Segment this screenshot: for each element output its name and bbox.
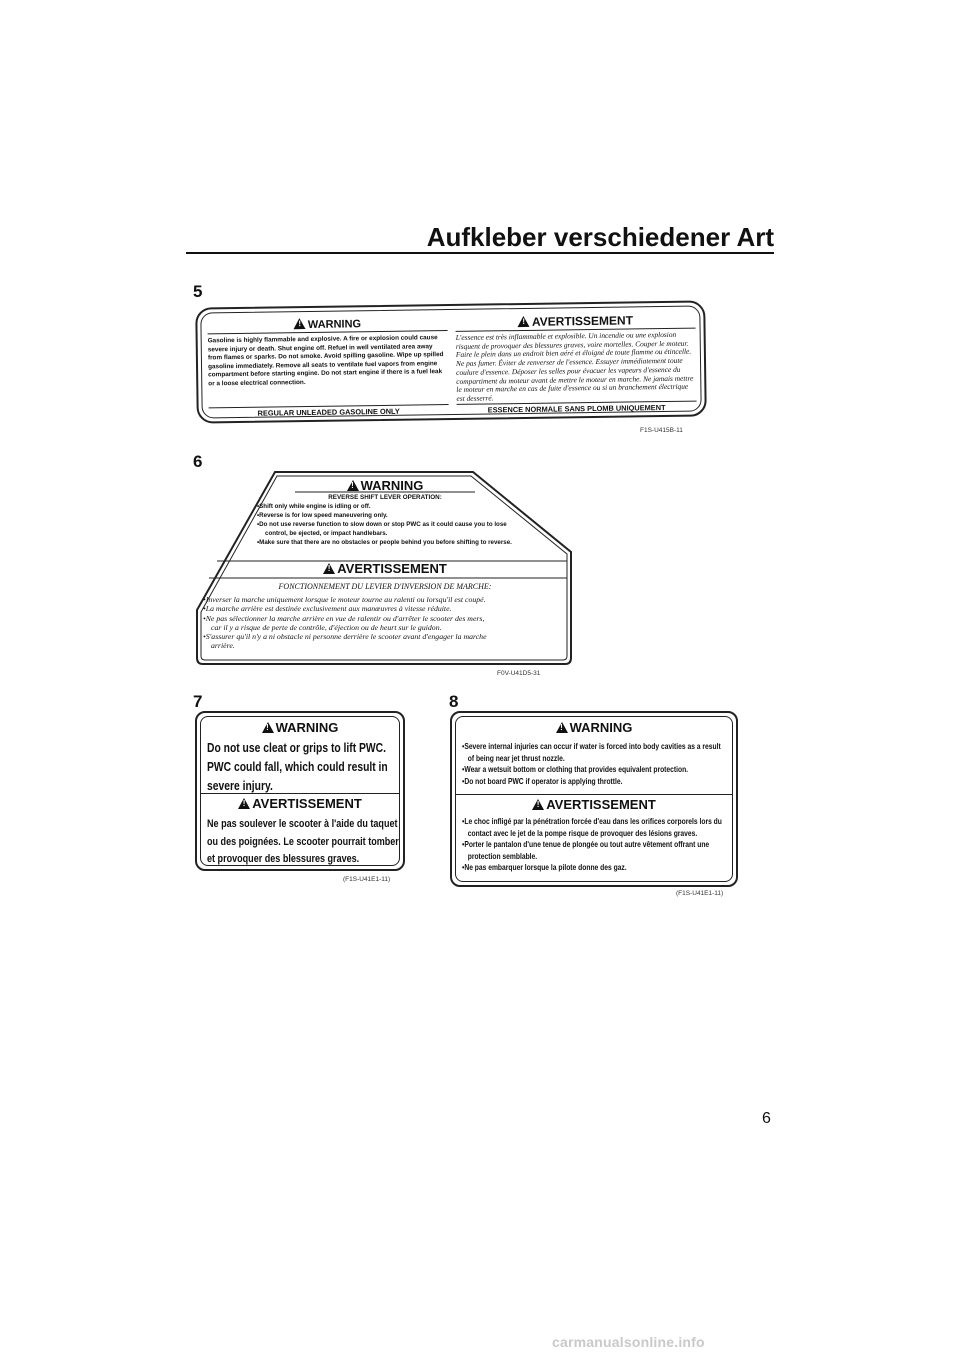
label-7-code: (F1S-U41E1-11) (343, 876, 391, 883)
list-item: control, be ejected, or impact handlebars. (265, 529, 388, 537)
label-8-warning-heading (458, 720, 730, 735)
watermark: carmanualsonline.info (552, 1334, 705, 1350)
label-5-warning-text: Gasoline is highly flammable and explosive. A fire or explosion could cause severe injury or death. Shut engine off. Refuel in well ventilated area away from flames or sparks. Do not smoke. Avoid spilling gasoline. Wipe up spilled gasoline immediately. Remove all seats to ventilate fuel vapors from engine compartment before starting engine. Do not start engine if there is a fuel leak or a loose electrical connection. (207, 334, 444, 388)
list-item: •Do not use reverse function to slow down or stop PWC as it could cause you to lose (257, 520, 507, 528)
label-6-warning-list (257, 503, 517, 548)
list-item: arrière. (211, 641, 235, 651)
label-6-avertissement-list (203, 595, 565, 651)
warning-triangle-icon (347, 480, 359, 491)
label-5-avertissement-column (455, 313, 696, 404)
warning-triangle-icon (262, 722, 274, 733)
label-7-warning-title: WARNING (275, 720, 339, 735)
text-line: contact avec le jet de la pompe risque de provoquer des lésions graves. (467, 828, 698, 838)
text-line: ou des poignées. Le scooter pourrait tomber (207, 835, 399, 848)
label-6-warning-heading (305, 478, 465, 493)
label-8 (450, 711, 738, 887)
figure-number-6: 6 (193, 452, 203, 471)
figure-number-5: 5 (193, 282, 203, 301)
label-7-avertissement-heading (203, 796, 397, 811)
text-line: •Severe internal injuries can occur if water is forced into body cavities as a result (462, 742, 721, 751)
label-8-code: (F1S-U41E1-11) (676, 890, 724, 897)
label-6-code: F0V-U41D5-31 (497, 670, 541, 677)
label-5-avertissement-heading (455, 313, 695, 332)
list-item: •Shift only while engine is idling or off. (257, 503, 371, 510)
label-8-warning-title: WARNING (569, 720, 633, 735)
label-7 (195, 711, 405, 871)
label-5-code: F1S-U415B-11 (640, 427, 683, 434)
text-line: •Le choc infligé par la pénétration forcée d'eau dans les orifices corporels lors du (462, 817, 722, 826)
text-line: •Porter le pantalon d'une tenue de plongée ou tout autre vêtement offrant une (462, 840, 710, 850)
warning-triangle-icon (323, 563, 335, 574)
warning-triangle-icon (238, 798, 250, 809)
label-7-divider (200, 793, 400, 794)
label-5-warning-heading (207, 316, 447, 334)
label-7-avertissement-title: AVERTISSEMENT (252, 796, 362, 811)
list-item: •La marche arrière est destinée exclusivement aux manœuvres à vitesse réduite. (203, 604, 452, 614)
page-title: Aufkleber verschiedener Art (426, 222, 774, 252)
label-8-warning-text (462, 741, 733, 787)
label-7-warning-text (207, 739, 396, 796)
text-line: •Wear a wetsuit bottom or clothing that provides equivalent protection. (462, 765, 689, 774)
label-6-warning-title: WARNING (360, 478, 424, 493)
figure-number-8: 8 (449, 692, 459, 711)
list-item: •Reverse is for low speed maneuvering only. (257, 511, 388, 519)
label-5-warning-column (207, 316, 448, 389)
label-6 (195, 470, 573, 666)
figure-number-7: 7 (193, 692, 203, 711)
list-item: car il y a risque de perte de contrôle, d'éjection ou de heurt sur le guidon. (211, 622, 442, 632)
text-line: Do not use cleat or grips to lift PWC. (207, 741, 387, 755)
warning-triangle-icon (556, 722, 568, 733)
text-line: PWC could fall, which could result in (207, 760, 388, 774)
label-7-warning-heading (203, 720, 397, 735)
label-6-avertissement-title: AVERTISSEMENT (337, 561, 447, 576)
label-7-avertissement-text (207, 816, 399, 869)
text-line: severe injury. (207, 779, 273, 793)
text-line: •Do not board PWC if operator is applying throttle. (462, 776, 623, 786)
label-5-footer-en: REGULAR UNLEADED GASOLINE ONLY (209, 404, 449, 418)
title-rule (186, 252, 774, 254)
label-5-warning-title: WARNING (307, 318, 362, 331)
label-6-avertissement-heading (209, 561, 561, 576)
label-5 (195, 300, 707, 423)
label-6-avertissement-subtitle: FONCTIONNEMENT DU LEVIER D'INVERSION DE MARCHE: (278, 582, 492, 591)
label-8-avertissement-heading (458, 797, 730, 812)
label-5-avertissement-text: L'essence est très inflammable et explosible. Un incendie ou une explosion risquent de provoquer des blessures graves, voire mortelles. Couper le moteur. Faire le plein dans un endroit bien aéré et éloigné de toute flamme ou étincelle. Ne pas fumer. Éviter de renverser de l'essence. Essuyer immédiatement toute coulure d'essence. Déposer les selles pour évacuer les vapeurs d'essence du compartiment du moteur avant de mettre le moteur en marche. Ne jamais mettre le moteur en marche en cas de fuite d'essence ou si un branchement électrique est desserré. (455, 329, 694, 403)
text-line: Ne pas soulever le scooter à l'aide du taquet (207, 818, 398, 830)
text-line: et provoquer des blessures graves. (207, 853, 360, 865)
label-5-avertissement-title: AVERTISSEMENT (531, 313, 634, 329)
label-8-avertissement-title: AVERTISSEMENT (546, 797, 656, 812)
list-item: •Ne pas sélectionner la marche arrière en vue de ralentir ou d'arrêter le scooter des mers, (203, 613, 485, 623)
label-5-footer-fr: ESSENCE NORMALE SANS PLOMB UNIQUEMENT (457, 401, 697, 415)
warning-triangle-icon (532, 799, 544, 810)
label-8-divider (455, 794, 733, 795)
label-8-avertissement-text (462, 816, 733, 874)
text-line: of being near jet thrust nozzle. (467, 753, 565, 763)
warning-triangle-icon (518, 316, 530, 327)
page-number: 6 (762, 1110, 771, 1127)
warning-triangle-icon (294, 318, 306, 329)
text-line: protection semblable. (467, 851, 538, 861)
list-item: •S'assurer qu'il n'y a ni obstacle ni personne derrière le scooter avant d'engager la marche (203, 632, 487, 642)
text-line: •Ne pas embarquer lorsque la pilote donne des gaz. (462, 863, 627, 873)
label-6-warning-subtitle: REVERSE SHIFT LEVER OPERATION: (328, 494, 442, 501)
list-item: •Make sure that there are no obstacles or people behind you before shifting to reverse. (257, 538, 512, 546)
list-item: •Inverser la marche uniquement lorsque le moteur tourne au ralenti ou lorsqu'il est coupé. (203, 595, 486, 604)
